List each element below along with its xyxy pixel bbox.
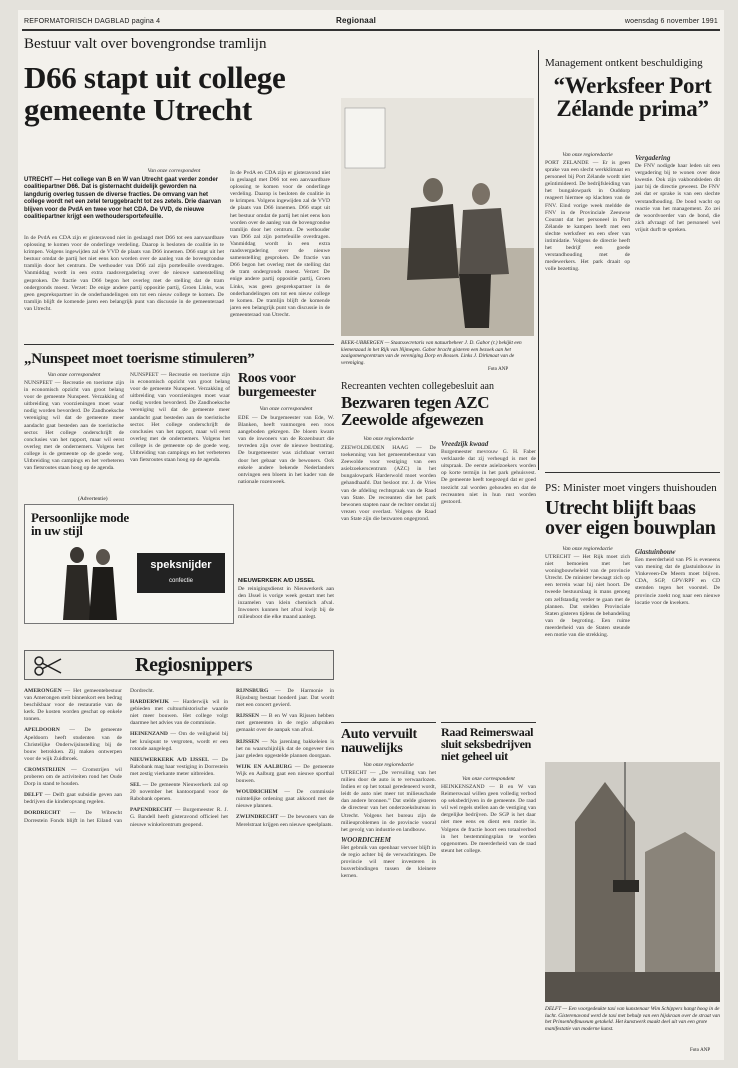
main-byline: Van onze correspondent — [147, 168, 201, 174]
regiosnipper-item: RIJSSEN — Na jarenlang bakkeleien is het nu waarschijnlijk dat de ongeveer tien jaar geleden opgestelde plannen doorgaan. — [236, 738, 334, 759]
nunspeet-byline: Van onze correspondent — [47, 372, 101, 378]
ps-headline: Utrecht blijft baas over eigen bouwplan — [545, 497, 716, 540]
regiosnipper-place: APELDOORN — [24, 727, 60, 734]
regiosnipper-place: ZWIJNDRECHT — [236, 814, 279, 821]
advert-brand-sub: confectie — [168, 578, 193, 584]
regiosnipper-place: AMERONGEN — [24, 688, 62, 694]
regiosnipper-text: De gemeente Wijk en Aalburg gaat een nieuwe sporthal bouwen. — [236, 763, 334, 785]
regiosnipper-text: Harderwijk wil in gebieden met cultuurhistorische waarde niet meer bouwen. Het college volgt daarmee het advies van de commissie. — [130, 699, 228, 727]
rule-right-col — [538, 50, 539, 470]
azc-headline: Bezwaren tegen AZC Zeewolde afgewezen — [341, 393, 490, 430]
regiosnipper-item: DELFT — Delft gaat subsidie geven aan bedrijven die kinderopvang regelen. — [24, 792, 123, 806]
regiosnipper-place: DORDRECHT — [24, 810, 61, 817]
roos-brief: De reinigingsdienst in Nieuwerkerk aan den IJssel is vorige week gestart met het inzamelen van klein chemisch afval. Inwoners kunnen het afval kwijt bij de milieuboot die elke maand aanlegt. — [238, 586, 334, 621]
nunspeet-body: NUNSPEET — Recreatie en toerisme zijn in economisch opzicht van groot belang voor de gemeente Nunspeet. Verzakking of uitbreiding van voorzieningen moet waar nodig worden bevorderd. De Zandhoeksche vereniging wil dat de gemeente meer aandacht gaat besteden aan de toeristische sector. Het college onderschrijft de conclusies van het rapport, maar wil eerst overleg met de ondernemers. Volgens het college is de gemeente op de goede weg. Uitbreiding van campings en het verbeteren van fietsroutes staan hoog op de agenda. — [24, 380, 124, 472]
regiosnipper-item: RIJSSEN — B en W van Rijssen hebben met gemeenten in de regio afspraken gemaakt over de aanpak van afval. — [236, 713, 334, 734]
azc-subhead: Vreedzijk kwaad — [441, 440, 489, 448]
header-section: Regionaal — [336, 16, 377, 25]
regiosnipper-text: De gemeente Nieuwerkerk zal op 20 november het kantoorpand voor de Rabobank openen. — [130, 782, 228, 803]
newspaper-page — [18, 10, 724, 1060]
prima-body2: De FNV nodigde haar leden uit een vergadering bij te wonen over deze kwestie. Ook zijn vakbondsleden dit jaar bij de directie geweest. De FNV zei dat er sprake is van een slechte verstandhouding. De bond wacht op reactie van het management. Zo zei de woordvoerder van de bond, die zich afvraagt of het personeel wel vrijuit durft te spreken. — [635, 163, 720, 233]
regiosnipper-text: Het gemeentebestuur van Amerongen stelt binnenkort een bedrag beschikbaar voor de restauratie van de kerk. De kosten worden geschat op enkele tonnen. — [24, 688, 123, 723]
regiosnipper-place: RIJNSBURG — [236, 688, 269, 694]
regiosnipper-place: SEL — [130, 782, 141, 789]
raad-byline: Van onze correspondent — [462, 776, 515, 782]
auto-headline: Auto vervuilt nauwelijks — [341, 727, 417, 757]
regiosnipper-text: Om de veiligheid bij het kruispunt te vergroten, wordt er een rotonde aangelegd. — [130, 731, 228, 752]
roos-brief-title: NIEUWERKERK A/D IJSSEL — [238, 578, 315, 584]
regiosnippers-title: Regiosnippers — [135, 654, 253, 676]
regiosnipper-text: De Wibrecht Dorrestein Fonds blijft in het Eiland van Dordrecht. — [24, 688, 155, 824]
ps-body-col2 — [635, 546, 720, 754]
advertisement-box — [24, 504, 234, 624]
regiosnipper-place: CROMSTRIJEN — [24, 766, 66, 773]
prima-body-col2 — [635, 152, 720, 442]
azc-body-col2 — [441, 438, 536, 635]
roos-body: EDE — De burgemeester van Ede, W. Blanken, heeft vanmorgen een roos aangeboden gekregen. De bloem kwam van de inwoners van de Rozenbuurt die tevreden zijn over de nieuwe bestrating. De burgemeester was zichtbaar verrast door het gebaar van de bewoners. Ook enkele andere bekende Nederlanders ontvingen een bloem in het kader van de nationale rozenweek. — [238, 415, 334, 485]
regiosnipper-item: PAPENDRECHT — Burgemeester R. J. G. Bandell heeft gisteravond officieel het nieuwe winkelcentrum geopend. — [130, 807, 228, 828]
ps-subhead: Glastuinbouw — [635, 548, 676, 556]
regiosnipper-place: HEINENZAND — [130, 731, 168, 738]
azc-byline: Van onze regioredactie — [363, 436, 414, 442]
regiosnipper-item: WOUDRICHEM — De commissie ruimtelijke ordening gaat akkoord met de nieuwe plannen. — [236, 789, 334, 810]
regiosnipper-place: WIJK EN AALBURG — [236, 763, 292, 770]
prima-body: PORT ZELANDE — Er is geen sprake van een slecht werkklimaat en personeel bij Port Zélande wordt niet geïntimideerd. De bedrijfsleiding van het bungalowpark in Ouddorp reageert hiermee op klachten van de FNV. Eind vorige week meldde de FNV in de Provinciale Zeeuwse Courant dat het personeel in Port Zélande te kampen heeft met een slechte werksfeer en een sfeer van intimidatie. Volgens de directie heeft het bedrijf een goede verstandhouding met de medewerkers. Het park draait op volle bezetting. — [545, 160, 630, 273]
prima-subhead: Vergadering — [635, 154, 671, 162]
prima-byline: Van onze regioredactie — [562, 152, 613, 158]
azc-body2: Burgemeester mevrouw G. H. Faber verklaarde dat zij verheugd is met de uitspraak. De eerste asielzoekers worden op korte termijn in het park gehuisvest. De gemeente heeft toegezegd dat er goed toezicht zal worden gehouden en dat de recreanten niet in hun rust worden gestoord. — [441, 449, 536, 505]
regiosnipper-item: HARDERWIJK — Harderwijk wil in gebieden met cultuurhistorische waarde niet meer bouwen. Het college volgt daarmee het advies van de commissie. — [130, 699, 228, 727]
advert-headline: Persoonlijke mode in uw stijl — [31, 510, 129, 539]
regiosnippers-banner — [24, 650, 334, 680]
photo-delft — [545, 762, 720, 1002]
auto-body — [341, 770, 436, 1050]
roos-byline: Van onze correspondent — [259, 406, 313, 412]
regiosnipper-text: Burgemeester R. J. G. Bandell heeft gisteravond officieel het nieuwe winkelcentrum geopend. — [130, 807, 228, 828]
regiosnipper-text: De Harmonie in Rijnsburg bestaat honderd jaar. Dat wordt met een concert gevierd. — [236, 688, 334, 709]
header-date: woensdag 6 november 1991 — [624, 18, 718, 25]
rule-main — [24, 344, 334, 345]
rule-ps — [545, 472, 720, 473]
regiosnipper-item: AMERONGEN — Het gemeentebestuur van Amerongen stelt binnenkort een bedrag beschikbaar voor de restauratie van de kerk. De kosten worden geschat op enkele tonnen. — [24, 688, 123, 723]
photo-illustration — [341, 98, 534, 336]
regiosnipper-text: Na jarenlang bakkeleien is het nu waarschijnlijk dat de ongeveer tien jaar geleden opgestelde plannen doorgaan. — [236, 738, 334, 759]
photo1-caption: BEEK-UBBERGEN — Staatssecretaris van natuurbeheer J. D. Gabor (r.) bekijkt een kiemenzaad in het Rijk van Nijmegen. Gabor bracht gisteren een bezoek aan het zaaigomengcentrum van de vereniging Dorp en Bossen. Links J. Dirkmaat van de vereniging. — [341, 340, 522, 366]
header-rule — [22, 29, 720, 31]
regiosnipper-item: HEINENZAND — Om de veiligheid bij het kruispunt te vergroten, wordt er een rotonde aangelegd. — [130, 731, 228, 752]
photo2-caption: DELFT — Een voorgedeukte taxi van kunstenaar Wim Schippers hangt hoog in de lucht. Gisterenavond werd de taxi met behulp van een hijskraan over de straat van het Prinsenhofmuseum getakeld. Het kunstwerk maakt deel uit van een grote manifestatie van moderne kunst. — [545, 1006, 720, 1032]
regiosnipper-text: Cromstrijen wil proberen om de activiteiten rond het Oude Dorp in stand te houden. — [24, 766, 122, 788]
regiosnipper-text: Delft gaat subsidie geven aan bedrijven die kinderopvang regelen. — [24, 792, 123, 806]
regiosnipper-place: RIJSSEN — [236, 738, 260, 745]
auto-byline: Van onze regioredactie — [363, 762, 414, 768]
regiosnipper-text: De bewoners van de Merelstraat krijgen een nieuwe speelplaats. — [236, 814, 334, 828]
auto-subhead: WOORDICHEM — [341, 835, 391, 844]
auto-body2: Het gebruik van openbaar vervoer blijft in de regio achter bij de verwachtingen. De provincie wil meer investeren in busverbindingen tussen de kleinere kernen. — [341, 844, 436, 880]
main-headline: D66 stapt uit college gemeente Utrecht — [24, 60, 286, 127]
header-paper-name: REFORMATORISCH DAGBLAD pagina 4 — [24, 18, 161, 25]
main-kicker: Bestuur valt over bovengrondse tramlijn — [24, 36, 267, 52]
main-body-col3: In de PvdA en CDA zijn er gisteravond niet in geslaagd met D66 tot een aanvaardbare oplossing te komen voor de onderlinge verdeling. Daarop is besloten de coalitie in te krimpen. Volgens ingewijden zal de VVD de plaats van D66 innemen. D66 stapt uit het bestuur omdat de partij het niet eens kon worden over de aanleg van de bovengrondse tramlijn door het centrum. De wethouder van D66 zal zijn portefeuille overdragen. Vanmiddag wordt in een extra raadsvergadering over de nieuwe samenstelling gesproken. De fractie van D66 begon het overleg met de stelling dat de tram ondergronds moest. Verzet: De enige andere partij oppositie partij, Groen Links, was geen gesprekspartner in de onderhandelingen om tot een nieuw college te komen. De tramlijn blijft de komende jaren een belangrijk punt van discussie in de gemeenteraad van Utrecht. — [230, 170, 330, 318]
regiosnipper-item: ZWIJNDRECHT — De bewoners van de Merelstraat krijgen een nieuwe speelplaats. — [236, 814, 334, 828]
regiosnipper-item: CROMSTRIJEN — Cromstrijen wil proberen om de activiteiten rond het Oude Dorp in stand te houden. — [24, 766, 122, 788]
advert-logo — [137, 553, 225, 593]
regiosnipper-place: HARDERWIJK — [130, 699, 169, 706]
main-lead: UTRECHT — Het college van B en W van Utrecht gaat verder zonder coalitiepartner D66. Dat is gisternacht duidelijk geworden na langdurig overleg tussen de diverse fracties. De omvang van het college wordt net een zetel teruggebracht tot zes zetels. Drie daarvan blijven voor de PvdA en twee voor het CDA. De VVD, de nieuwe coalitiepartner krijgt een wethoudersportefeuille. — [24, 177, 222, 221]
rule-raad — [441, 722, 536, 723]
regiosnipper-item: DORDRECHT — De Wibrecht Dorrestein Fonds blijft in het Eiland van Dordrecht. — [24, 688, 155, 824]
regiosnipper-text: B en W van Rijssen hebben met gemeenten in de regio afspraken gemaakt over de aanpak van afval. — [236, 713, 334, 734]
advert-couple-illustration — [55, 545, 125, 620]
regiosnipper-item: APELDOORN — De gemeente Apeldoorn heeft studenten van de Christelijke Onderwijsinstelling bij de bouw betrokken. Zij maken ontwerpen voor de wijk Zuidbroek. — [24, 727, 123, 762]
scissors-icon — [33, 655, 63, 677]
nunspeet-body-col2: NUNSPEET — Recreatie en toerisme zijn in economisch opzicht van groot belang voor de gemeente Nunspeet. Verzakking of uitbreiding van voorzieningen moet waar nodig worden bevorderd. De Zandhoeksche vereniging wil dat de gemeente meer aandacht gaat besteden aan de toeristische sector. Het college onderschrijft de conclusies van het rapport, maar wil eerst overleg met de ondernemers. Volgens het college is de gemeente op de goede weg. Uitbreiding van campings en het verbeteren van fietsroutes staan hoog op de agenda. — [130, 372, 230, 464]
regiosnipper-item: SEL — De gemeente Nieuwerkerk zal op 20 november het kantoorpand voor de Rabobank openen. — [130, 782, 228, 803]
ps-body: UTRECHT — Het Rijk moet zich niet bemoeien met het woningbouwbeleid van de provincie Utrecht. De minister bewaagt zich op een terrein waar hij niet hoort. De tweede bestuurslaag is mans genoeg om zelfstandig verder te gaan met de plannen. Dat stelden Provinciale Staten gisteren tijdens de behandeling van de begroting. Een ruime meerderheid van de Staten steunde een motie van die strekking. — [545, 554, 630, 639]
ps-body2: Een meerderheid van PS is eveneens van mening dat de glastuinbouw in Vinkeveen-De Meern moet blijven. CDA, SGP, GPV/RPF en CD stemden tegen het voorstel. De provincie zoekt nog naar een nieuwe locatie voor de kwekers. — [635, 557, 720, 606]
regiosnipper-item: WIJK EN AALBURG — De gemeente Wijk en Aalburg gaat een nieuwe sporthal bouwen. — [236, 763, 334, 785]
azc-kicker: Recreanten vechten collegebesluit aan — [341, 381, 494, 392]
regiosnipper-place: PAPENDRECHT — [130, 807, 173, 814]
main-body: In de PvdA en CDA zijn er gisteravond niet in geslaagd met D66 tot een aanvaardbare oplossing te komen voor de onderlinge verdeling. Daarop is besloten de coalitie in te krimpen. Volgens ingewijden zal de VVD de plaats van D66 innemen. D66 stapt uit het bestuur omdat de partij het niet eens kon worden over de aanleg van de bovengrondse tramlijn door het centrum. De wethouder van D66 zal zijn portefeuille overdragen. Vanmiddag wordt in een extra raadsvergadering over de nieuwe samenstelling gesproken. De fractie van D66 begon het overleg met de stelling dat de tram ondergronds moest. Verzet: De enige andere partij oppositie partij, Groen Links, was geen gesprekspartner in de onderhandelingen om tot een nieuw college te komen. De tramlijn blijft de komende jaren een belangrijk punt van discussie in de gemeenteraad van Utrecht. — [24, 235, 224, 312]
raad-headline: Raad Reimerswaal sluit seksbedrijven niet geheel uit — [441, 725, 534, 764]
regiosnipper-place: WOUDRICHEM — [236, 789, 278, 796]
photo2-credit: Foto ANP — [690, 1048, 711, 1053]
regiosnipper-item: NIEUWERKERK A/D IJSSEL — De Rabobank mag haar vestiging in Dorrestein met zestig vierkante meter uitbreiden. — [130, 756, 228, 777]
regiosnipper-text: De gemeente Apeldoorn heeft studenten van de Christelijke Onderwijsinstelling bij de bouw betrokken. Zij maken ontwerpen voor de wijk Zuidbroek. — [24, 727, 123, 762]
prima-headline: “Werksfeer Port Zélande prima” — [553, 73, 712, 122]
regiosnipper-item: RIJNSBURG — De Harmonie in Rijnsburg bestaat honderd jaar. Dat wordt met een concert gevierd. — [236, 688, 334, 709]
ps-byline: Van onze regioredactie — [562, 546, 613, 552]
nunspeet-headline: „Nunspeet moet toerisme stimuleren” — [24, 351, 255, 367]
rule-auto — [341, 722, 436, 723]
regiosnipper-place: RIJSSEN — [236, 713, 260, 720]
regiosnippers-list — [24, 688, 334, 1050]
photo-delft-illustration — [545, 762, 720, 1002]
ps-kicker: PS: Minister moet vingers thuishouden — [545, 482, 717, 494]
photo-beek-ubbergen — [341, 98, 534, 336]
azc-body: ZEEWOLDE/DEN HAAG — De toekenning van het gemeentebestuur van Zeewolde voor vestiging van een asielzoekerscentrum (AZC) in het bungalowpark Harderwold moet worden gehandhaafd. Dat besloot mr. J. de Vries van de afdeling rechtspraak van de Raad van State. De recreanten die het park bewonen stapten naar de rechter omdat zij vrezen voor overlast. Volgens de Raad van State zijn die bezwaren ongegrond. — [341, 445, 436, 522]
advert-label: (Advertentie) — [78, 496, 108, 502]
auto-body-text: UTRECHT — „De vervuiling van het milieu door de auto is te verwaarlozen. Indien er op het totaal geredeneerd wordt, leidt de auto niet meer tot milieuschade dan andere bronnen.” Dat stelde gisteren de directeur van het onderzoeksbureau in Utrecht. Volgens het bureau zijn de milieuproblemen in de provincie vooral het gevolg van industrie en landbouw. — [341, 770, 436, 833]
regiosnipper-place: DELFT — [24, 792, 43, 799]
roos-headline: Roos voor burgemeester — [238, 371, 317, 401]
advert-brand: speksnijder — [150, 559, 212, 571]
prima-kicker: Management ontkent beschuldiging — [545, 57, 703, 69]
photo1-credit: Foto ANP — [488, 367, 509, 372]
regiosnipper-text: De Rabobank mag haar vestiging in Dorrestein met zestig vierkante meter uitbreiden. — [130, 756, 228, 777]
regiosnipper-place: NIEUWERKERK A/D IJSSEL — [130, 756, 209, 763]
regiosnipper-text: De commissie ruimtelijke ordening gaat akkoord met de nieuwe plannen. — [236, 789, 334, 810]
raad-body: HEINKENSZAND — B en W van Reimerswaal willen geen volledig verbod op seksbedrijven in de gemeente. De raad wil wel regels stellen aan de vestiging van dergelijke bedrijven. De SGP is het daar niet mee eens en dient een motie in. Volgens de fractie hoort een totaalverbod in het bestemmingsplan te worden opgenomen. De meerderheid van de raad steunt het college. — [441, 784, 536, 854]
